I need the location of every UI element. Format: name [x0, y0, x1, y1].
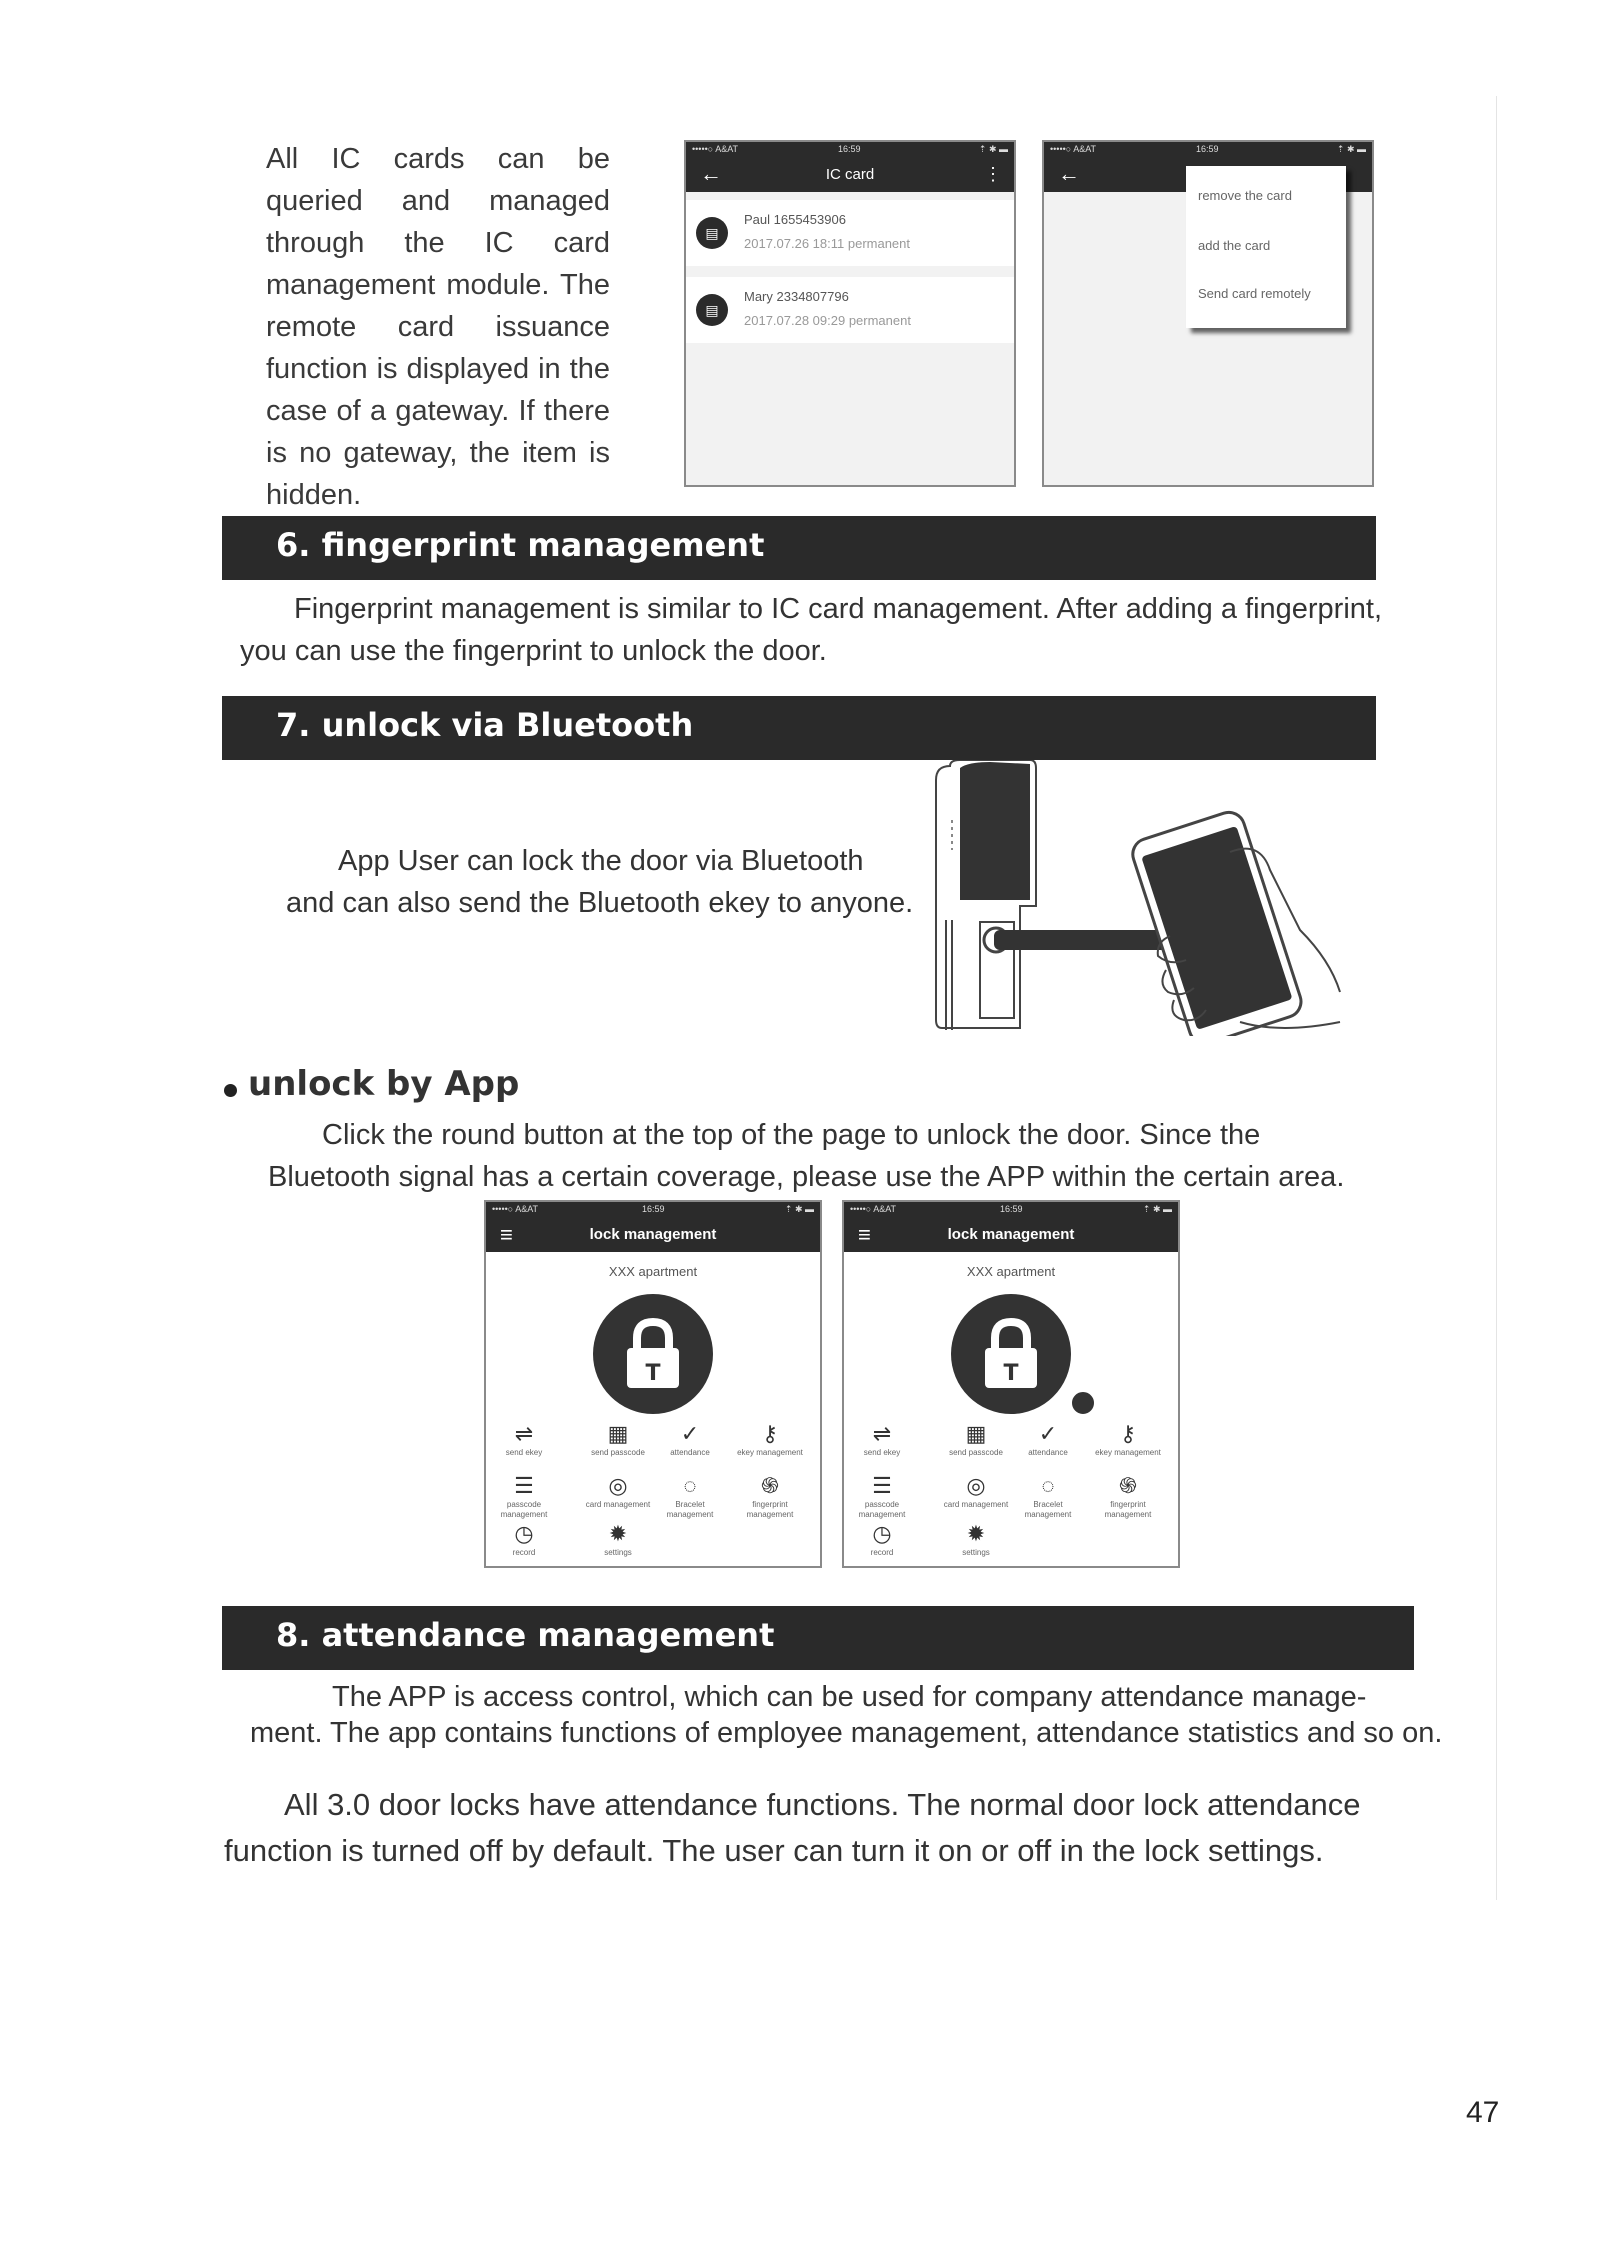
screen-title: lock management: [589, 1226, 717, 1243]
bracelet-management-icon[interactable]: ◌ Bracelet management: [666, 1473, 714, 1519]
back-arrow-icon[interactable]: ←: [700, 161, 722, 186]
bullet-dot: [224, 1084, 237, 1097]
svg-text:T: T: [1003, 1361, 1019, 1386]
menu-icon[interactable]: ≡: [500, 1222, 513, 1247]
section8-line1: The APP is access control, which can be used for company attendance manage-: [332, 1681, 1367, 1713]
card-icon: ▤: [696, 294, 728, 326]
touch-indicator-icon: [1070, 1390, 1096, 1416]
intro-paragraph: All IC cards can be queried and managed through the IC card management module. The remote card issuance function is displayed in the case of a gateway. If there is no gateway, the item is hidden.: [266, 143, 610, 511]
section6-line1: Fingerprint management is similar to IC card management. After adding a fingerprint,: [294, 593, 1383, 625]
dropdown-menu: [1186, 166, 1346, 328]
menu-item-remove-card[interactable]: remove the card: [1198, 188, 1292, 203]
apartment-name: XXX apartment: [966, 1264, 1056, 1279]
card-management-icon[interactable]: ◎ card management: [943, 1473, 1009, 1509]
status-bar: •••••○ A&AT 16:59 ⇡ ✱ ▬: [844, 1202, 1178, 1218]
title-bar: [844, 1218, 1178, 1252]
screen-title: lock management: [947, 1226, 1075, 1243]
section-header-attendance: 8. attendance management: [222, 1606, 1414, 1670]
title-bar: [686, 158, 1014, 192]
card-menu-screenshot: [1042, 140, 1374, 487]
passcode-management-icon[interactable]: ☰ passcode management: [500, 1473, 548, 1519]
passcode-management-icon[interactable]: ☰ passcode management: [858, 1473, 906, 1519]
ekey-management-icon[interactable]: ⚷ ekey management: [737, 1421, 803, 1457]
lock-screen-screenshot: [484, 1200, 822, 1568]
record-icon[interactable]: ◷ record: [870, 1521, 894, 1557]
fingerprint-management-icon[interactable]: ֍ fingerprint management: [1104, 1473, 1152, 1519]
status-bar: •••••○ A&AT 16:59 ⇡ ✱ ▬: [1044, 142, 1372, 158]
page-number: 47: [1466, 2096, 1500, 2129]
section6-line2: you can use the fingerprint to unlock the door.: [240, 635, 827, 667]
card-list-item[interactable]: ▤ Mary 2334807796 2017.07.28 09:29 permanent: [686, 277, 1014, 343]
status-bar: •••••○ A&AT 16:59 ⇡ ✱ ▬: [686, 142, 1014, 158]
ekey-management-icon[interactable]: ⚷ ekey management: [1095, 1421, 1161, 1457]
section8-para2-line2: function is turned off by default. The user can turn it on or off in the lock settings.: [224, 1833, 1324, 1868]
record-icon[interactable]: ◷ record: [512, 1521, 536, 1557]
more-options-icon[interactable]: ⋮: [984, 164, 1002, 184]
send-ekey-icon[interactable]: ⇌ send ekey: [863, 1421, 901, 1457]
unlock-button[interactable]: [593, 1294, 713, 1414]
back-arrow-icon[interactable]: ←: [1058, 161, 1080, 186]
bullet-text-line1: Click the round button at the top of the page to unlock the door. Since the: [322, 1119, 1261, 1151]
bracelet-management-icon[interactable]: ◌ Bracelet management: [1024, 1473, 1072, 1519]
bullet-heading: unlock by App: [248, 1064, 520, 1104]
send-ekey-icon[interactable]: ⇌ send ekey: [505, 1421, 543, 1457]
fingerprint-management-icon[interactable]: ֍ fingerprint management: [746, 1473, 794, 1519]
attendance-icon[interactable]: ✓ attendance: [1028, 1421, 1068, 1457]
section-header-bluetooth: 7. unlock via Bluetooth: [222, 696, 1376, 760]
section-header-fingerprint: 6. fingerprint management: [222, 516, 1376, 580]
lock-icon: [981, 1318, 1041, 1390]
unlock-button[interactable]: [951, 1294, 1071, 1414]
status-bar: •••••○ A&AT 16:59 ⇡ ✱ ▬: [486, 1202, 820, 1218]
screen-title: IC card: [825, 166, 875, 183]
door-lock-phone-illustration: [930, 760, 1350, 1036]
section7-line2: and can also send the Bluetooth ekey to anyone.: [286, 887, 914, 919]
section8-line2: ment. The app contains functions of employee management, attendance statistics and so on.: [250, 1717, 1443, 1749]
ic-card-screenshot: [684, 140, 1016, 487]
section7-line1: App User can lock the door via Bluetooth: [338, 845, 864, 877]
card-icon: ▤: [696, 217, 728, 249]
menu-item-add-card[interactable]: add the card: [1198, 238, 1271, 253]
send-passcode-icon[interactable]: ▦ send passcode: [591, 1421, 645, 1457]
title-bar: [486, 1218, 820, 1252]
send-passcode-icon[interactable]: ▦ send passcode: [949, 1421, 1003, 1457]
lock-icon: [623, 1318, 683, 1390]
apartment-name: XXX apartment: [608, 1264, 698, 1279]
card-list-item[interactable]: ▤ Paul 1655453906 2017.07.26 18:11 permanent: [686, 200, 1014, 266]
page-margin-line: [1496, 96, 1497, 1900]
attendance-icon[interactable]: ✓ attendance: [670, 1421, 710, 1457]
settings-icon[interactable]: ✹ settings: [962, 1521, 990, 1557]
settings-icon[interactable]: ✹ settings: [604, 1521, 632, 1557]
lock-screen-unlocking-screenshot: [842, 1200, 1180, 1568]
section8-para2-line1: All 3.0 door locks have attendance functions. The normal door lock attendance: [284, 1787, 1361, 1822]
menu-item-send-card-remotely[interactable]: Send card remotely: [1198, 286, 1311, 301]
bullet-text-line2: Bluetooth signal has a certain coverage, please use the APP within the certain area.: [268, 1161, 1345, 1193]
svg-text:T: T: [645, 1361, 661, 1386]
card-management-icon[interactable]: ◎ card management: [585, 1473, 651, 1509]
menu-icon[interactable]: ≡: [858, 1222, 871, 1247]
